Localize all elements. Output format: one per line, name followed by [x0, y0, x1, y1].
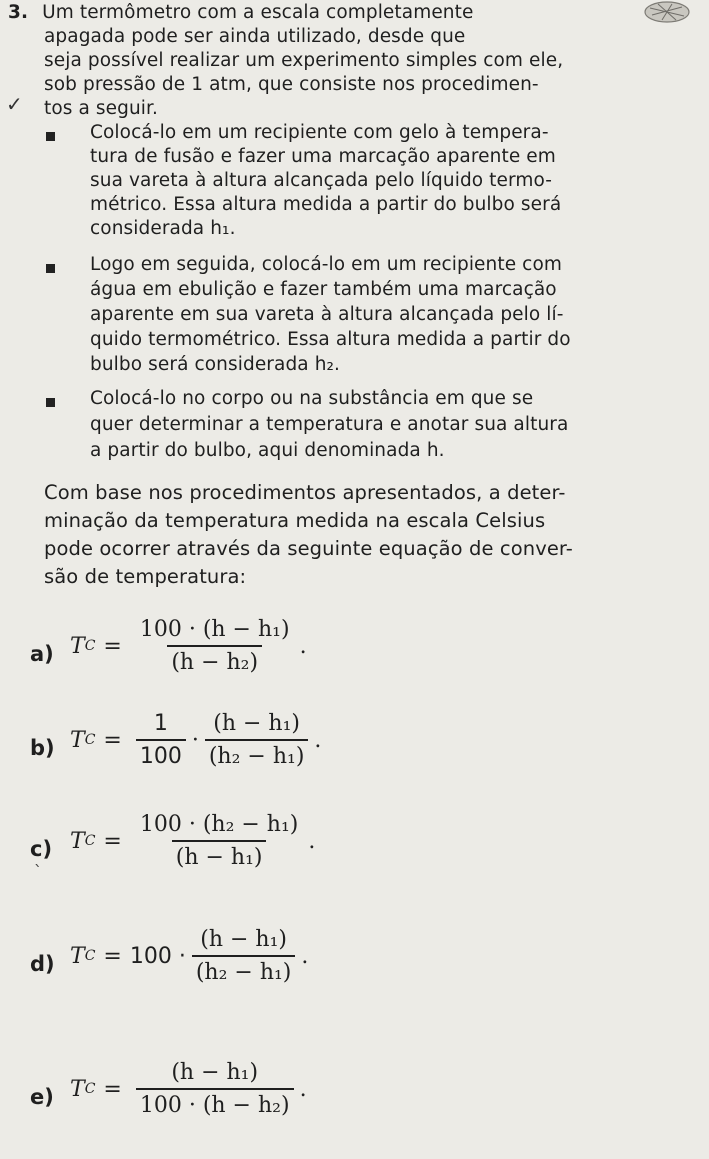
intro-line-5: tos a seguir. [44, 98, 159, 119]
bullet-icon [46, 264, 55, 273]
stem-line-3: pode ocorrer através da seguinte equação de conver- [44, 537, 573, 560]
bullet-2-line-4: quido termométrico. Essa altura medida a partir do [90, 329, 571, 350]
question-number: 3. [8, 2, 29, 23]
option-e-denominator: 100 · (h − h₂) [136, 1088, 294, 1118]
option-a-label[interactable]: a) [30, 642, 54, 666]
option-a-fraction [136, 617, 294, 675]
option-c-numerator: 100 · (h₂ − h₁) [139, 812, 299, 837]
option-e-label[interactable]: e) [30, 1085, 54, 1109]
option-e-lhs-sub: C [84, 1081, 96, 1097]
option-e-fraction [136, 1060, 294, 1118]
option-c-equation[interactable] [70, 812, 315, 870]
intro-line-1: Um termômetro com a escala completamente [42, 2, 474, 23]
option-e-equation[interactable] [70, 1060, 307, 1118]
bullet-1-line-2: tura de fusão e fazer uma marcação aparente em [90, 146, 556, 167]
option-d-numerator: (h − h₁) [200, 927, 287, 952]
bullet-1-line-5: considerada h₁. [90, 218, 236, 239]
option-b-lhs-sub: C [84, 732, 96, 748]
option-d-denominator: (h₂ − h₁) [192, 955, 296, 985]
option-a-lhs-sub: C [84, 638, 96, 654]
option-a-equals: = [103, 633, 122, 659]
option-c-fraction [136, 812, 303, 870]
option-b-prefactor-num: 1 [153, 711, 168, 736]
intro-line-2: apagada pode ser ainda utilizado, desde que [44, 26, 466, 47]
check-mark-icon: ✓ [6, 92, 23, 116]
option-d-label[interactable]: d) [30, 952, 55, 976]
option-d-lhs: T [70, 943, 85, 969]
bullet-2-line-1: Logo em seguida, colocá-lo em um recipiente com [90, 254, 562, 275]
option-e-numerator: (h − h₁) [171, 1060, 259, 1085]
option-b-fraction [205, 711, 309, 769]
option-b-equals: = [103, 727, 122, 753]
bullet-1-line-4: métrico. Essa altura medida a partir do bulbo será [90, 194, 562, 215]
option-b-label[interactable]: b) [30, 736, 55, 760]
option-a-denominator: (h − h₂) [167, 645, 262, 675]
intro-line-3: seja possível realizar um experimento simples com ele, [44, 50, 564, 71]
option-d-fraction [192, 927, 296, 985]
option-a-numerator: 100 · (h − h₁) [139, 617, 290, 642]
option-c-lhs: T [70, 828, 85, 854]
option-e-period: . [299, 1076, 307, 1102]
option-e-lhs: T [70, 1076, 85, 1102]
bullet-1-line-1: Colocá-lo em um recipiente com gelo à tempera- [90, 122, 549, 143]
option-c-label[interactable]: c) [30, 837, 53, 861]
stray-mark: ` [34, 862, 42, 881]
option-c-lhs-sub: C [84, 833, 96, 849]
option-d-period: . [301, 943, 309, 969]
question-line-1 [8, 2, 473, 23]
stem-line-4: são de temperatura: [44, 565, 247, 588]
option-d-equation[interactable] [70, 927, 308, 985]
stem-line-1: Com base nos procedimentos apresentados, a deter- [44, 481, 566, 504]
option-d-equals: = [103, 943, 122, 969]
option-b-denominator: (h₂ − h₁) [205, 739, 309, 769]
intro-line-4: sob pressão de 1 atm, que consiste nos procedimen- [44, 74, 539, 95]
option-b-lhs: T [70, 727, 85, 753]
bullet-2-line-5: bulbo será considerada h₂. [90, 354, 341, 375]
option-b-numerator: (h − h₁) [213, 711, 300, 736]
option-d-lhs-sub: C [84, 948, 96, 964]
option-a-lhs: T [70, 633, 85, 659]
bullet-icon [46, 132, 55, 141]
option-b-period: . [314, 727, 322, 753]
bullet-icon [46, 398, 55, 407]
bullet-2-line-3: aparente em sua vareta à altura alcançada pelo lí- [90, 304, 564, 325]
option-c-equals: = [103, 828, 122, 854]
bullet-3-line-2: quer determinar a temperatura e anotar sua altura [90, 414, 569, 435]
bullet-3-line-3: a partir do bulbo, aqui denominada h. [90, 440, 445, 461]
option-b-equation[interactable] [70, 711, 321, 769]
option-c-denominator: (h − h₁) [172, 840, 267, 870]
option-e-equals: = [103, 1076, 122, 1102]
option-a-equation[interactable] [70, 617, 307, 675]
bullet-3-line-1: Colocá-lo no corpo ou na substância em que se [90, 388, 534, 409]
option-b-prefactor [136, 711, 186, 769]
option-b-prefactor-den: 100 [136, 739, 186, 769]
bullet-1-line-3: sua vareta à altura alcançada pelo líquido termo- [90, 170, 553, 191]
option-c-period: . [308, 828, 316, 854]
option-d-prefactor: 100 · [129, 943, 186, 969]
option-b-dot: · [191, 727, 199, 753]
stem-line-2: minação da temperatura medida na escala Celsius [44, 509, 546, 532]
bullet-2-line-2: água em ebulição e fazer também uma marcação [90, 279, 557, 300]
option-a-period: . [299, 633, 307, 659]
corner-stamp-icon [632, 0, 702, 26]
